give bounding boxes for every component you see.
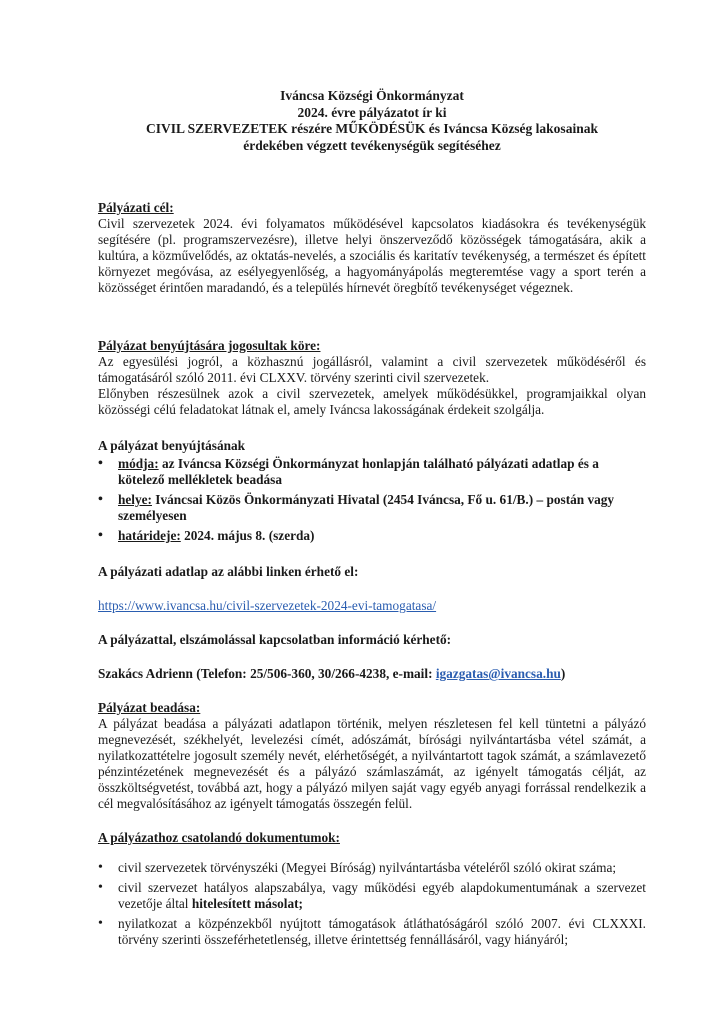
link-intro: A pályázati adatlap az alábbi linken érhető el:: [98, 564, 359, 579]
section-beadas: [98, 700, 646, 812]
section-dokumentumok: [98, 830, 646, 948]
document-title: [98, 88, 646, 154]
title-line-2: 2024. évre pályázatot ír ki: [297, 104, 447, 120]
list-item: • módja: az Iváncsa Községi Önkormányzat honlapján található pályázati adatlap és a kötelező mellékletek beadása: [98, 456, 646, 488]
section-heading: Pályázat benyújtására jogosultak köre:: [98, 338, 321, 353]
list-item: • civil szervezet hatályos alapszabálya, vagy működési egyéb alapdokumentumának a szervezet vezetője által hitelesített másolat;: [98, 880, 646, 912]
title-line-1: Iváncsa Községi Önkormányzat: [280, 88, 464, 103]
contact-line: Szakács Adrienn (Telefon: 25/506-360, 30/266-4238, e-mail: igazgatas@ivancsa.hu): [98, 666, 566, 681]
documents-list: [98, 860, 646, 948]
section-heading: Pályázati cél:: [98, 200, 174, 215]
section-palyazati-cel: [98, 200, 646, 296]
title-line-4: érdekében végzett tevékenységük segítéséhez: [243, 137, 501, 153]
document-page: [98, 88, 646, 948]
section-text: Előnyben részesülnek azok a civil szervezetek, amelyek működésükkel, programjaikkal olyan közösségi célú feladatokat látnak el, amely Iváncsa lakosságának érdekeit szolgálja.: [98, 386, 646, 417]
section-jogosultak: [98, 338, 646, 418]
section-heading: A pályázathoz csatolandó dokumentumok:: [98, 830, 340, 845]
list-item: • nyilatkozat a közpénzekből nyújtott támogatások átláthatóságáról szóló 2007. évi CLXXXI. törvény szerinti összeférhetetlenség, illetve érintettség fennállásáról, vagy hiányáról;: [98, 916, 646, 948]
title-line-3: CIVIL SZERVEZETEK részére MŰKÖDÉSÜK és Iváncsa Község lakosainak: [146, 121, 598, 136]
section-benyujtas: [98, 438, 646, 544]
section-heading: Pályázat beadása:: [98, 700, 201, 715]
list-item: • helye: Iváncsai Közös Önkormányzati Hivatal (2454 Iváncsa, Fő u. 61/B.) – postán vagy személyesen: [98, 492, 646, 524]
section-text: A pályázat beadása a pályázati adatlapon történik, melyen részletesen fel kell tüntetni a pályázó megnevezését, székhelyét, levelezési címét, adószámát, bírósági nyilvántartásba vétel számát, a nyilatkozattételre jogosult személy nevét, elérhetőségét, a nyilvántartott tagok számát, a számlavezető pénzintézetének megnevezését és a pályázó számlaszámát, az igényelt támogatás célját, az összköltségvetést, továbbá azt, hogy a pályázó milyen saját vagy egyéb anyagi forrással rendelkezik a cél megvalósításához az igényelt támogatás összegén felül.: [98, 716, 646, 811]
list-item: • civil szervezetek törvényszéki (Megyei Bíróság) nyilvántartásba vételéről szóló okirat száma;: [98, 860, 646, 876]
application-form-link[interactable]: https://www.ivancsa.hu/civil-szervezetek-2024-evi-tamogatasa/: [98, 598, 437, 613]
email-link[interactable]: igazgatas@ivancsa.hu: [435, 666, 561, 681]
info-intro: A pályázattal, elszámolással kapcsolatban információ kérhető:: [98, 632, 452, 647]
list-item: • határideje: 2024. május 8. (szerda): [98, 528, 646, 544]
section-text: Az egyesülési jogról, a közhasznú jogállásról, valamint a civil szervezetek működéséről és támogatásáról szóló 2011. évi CLXXV. törvény szerinti civil szervezetek.: [98, 354, 646, 385]
submission-list: [98, 456, 646, 544]
section-heading: A pályázat benyújtásának: [98, 438, 246, 453]
section-text: Civil szervezetek 2024. évi folyamatos működésével kapcsolatos kiadásokra és tevékenységük segítésére (pl. programszervezésre), illetve helyi önszerveződő közösségek támogatására, akik a kultúra, a közművelődés, az oktatás-nevelés, a szociális és karitatív tevékenység, a természet és épített környezet megóvása, az esélyegyenlőség, a hagyományápolás megteremtése vagy a sport terén a közösséget érintően maradandó, és a település hírnevét öregbítő tevékenységet végeznek.: [98, 216, 646, 295]
